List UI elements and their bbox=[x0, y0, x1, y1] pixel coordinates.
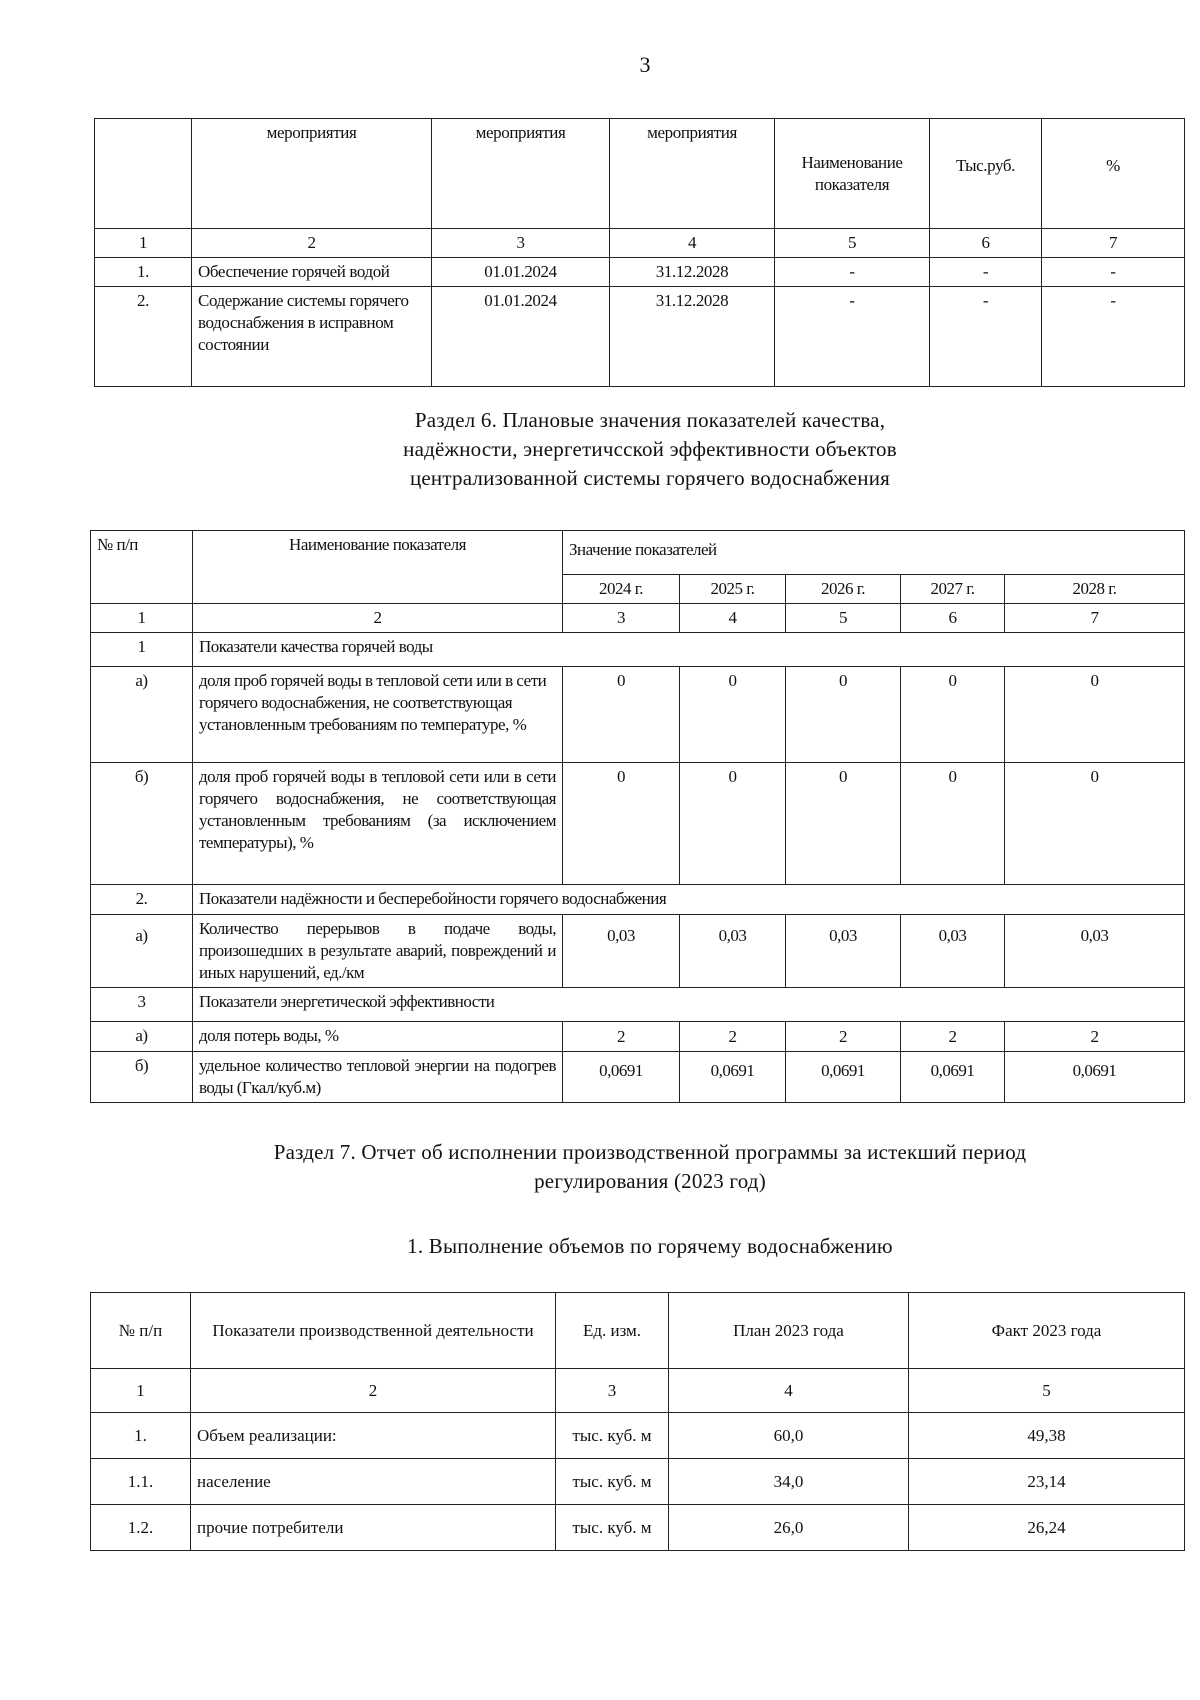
page-number: 3 bbox=[639, 52, 651, 77]
plan-cell: 60,0 bbox=[669, 1413, 909, 1459]
row-number: а) bbox=[91, 915, 193, 988]
table-row bbox=[91, 1505, 1185, 1551]
indicator-name: доля проб горячей воды в тепловой сети или в сети горячего водоснабжения, не соответствующая установленным требованиям (за исключением температуры), % bbox=[193, 763, 563, 885]
end-date: 31.12.2028 bbox=[610, 258, 775, 287]
cell-value: - bbox=[930, 287, 1042, 387]
group-title: Показатели энергетической эффективности bbox=[193, 988, 1185, 1022]
group-row bbox=[91, 633, 1185, 667]
header-cell: Показатели производственной деятельности bbox=[191, 1293, 556, 1369]
year-cell: 2025 г. bbox=[680, 575, 786, 604]
value-cell: 0 bbox=[680, 667, 786, 763]
column-number: 2 bbox=[193, 604, 563, 633]
unit-cell: тыс. куб. м bbox=[556, 1413, 669, 1459]
group-title: Показатели надёжности и бесперебойности горячего водоснабжения bbox=[193, 885, 1185, 915]
year-cell: 2028 г. bbox=[1005, 575, 1185, 604]
group-number: 2. bbox=[91, 885, 193, 915]
value-cell: 2 bbox=[680, 1022, 786, 1052]
fact-cell: 23,14 bbox=[909, 1459, 1185, 1505]
indicator-name: доля потерь воды, % bbox=[193, 1022, 563, 1052]
table-row bbox=[91, 1459, 1185, 1505]
header-cell: План 2023 года bbox=[669, 1293, 909, 1369]
table-row bbox=[91, 1413, 1185, 1459]
value-cell: 2 bbox=[563, 1022, 680, 1052]
fact-cell: 49,38 bbox=[909, 1413, 1185, 1459]
value-cell: 0 bbox=[563, 667, 680, 763]
column-number: 1 bbox=[95, 229, 192, 258]
column-numbers-row bbox=[95, 229, 1185, 258]
value-cell: 2 bbox=[786, 1022, 901, 1052]
header-cell: № п/п bbox=[91, 1293, 191, 1369]
indicator-name: доля проб горячей воды в тепловой сети или в сети горячего водоснабжения, не соответствующая установленным требованиям по температуре, % bbox=[193, 667, 563, 763]
indicator-name: население bbox=[191, 1459, 556, 1505]
table-header-row bbox=[91, 1293, 1185, 1369]
measure-name: Содержание системы горячего водоснабжения в исправном состоянии bbox=[192, 287, 432, 387]
value-cell: 0,03 bbox=[680, 915, 786, 988]
row-number: 1.1. bbox=[91, 1459, 191, 1505]
column-number: 3 bbox=[556, 1369, 669, 1413]
value-cell: 0 bbox=[901, 763, 1005, 885]
volumes-table bbox=[90, 1292, 1185, 1551]
value-cell: 0 bbox=[786, 667, 901, 763]
value-cell: 0,03 bbox=[786, 915, 901, 988]
start-date: 01.01.2024 bbox=[432, 287, 610, 387]
year-cell: 2024 г. bbox=[563, 575, 680, 604]
section-7-title bbox=[150, 1138, 1150, 1196]
unit-cell: тыс. куб. м bbox=[556, 1459, 669, 1505]
value-cell: 0 bbox=[563, 763, 680, 885]
column-number: 1 bbox=[91, 1369, 191, 1413]
table-row bbox=[91, 763, 1185, 885]
table-row bbox=[95, 287, 1185, 387]
measures-table bbox=[94, 118, 1185, 387]
group-row bbox=[91, 988, 1185, 1022]
value-cell: 0 bbox=[1005, 763, 1185, 885]
header-num: № п/п bbox=[91, 531, 193, 604]
header-cell: % bbox=[1042, 119, 1185, 229]
group-title: Показатели качества горячей воды bbox=[193, 633, 1185, 667]
table-row bbox=[91, 915, 1185, 988]
header-cell bbox=[95, 119, 192, 229]
value-cell: 0,03 bbox=[563, 915, 680, 988]
column-number: 7 bbox=[1042, 229, 1185, 258]
header-cell: мероприятия bbox=[610, 119, 775, 229]
section-6-title-line: централизованной системы горячего водоснабжения bbox=[409, 466, 891, 490]
table-row bbox=[91, 667, 1185, 763]
column-number: 3 bbox=[432, 229, 610, 258]
column-number: 5 bbox=[775, 229, 930, 258]
column-number: 5 bbox=[786, 604, 901, 633]
section-7-subtitle: 1. Выполнение объемов по горячему водоснабжению bbox=[407, 1234, 893, 1258]
header-values: Значение показателей bbox=[563, 531, 1185, 575]
row-number: 1.2. bbox=[91, 1505, 191, 1551]
group-number: 3 bbox=[91, 988, 193, 1022]
header-cell: мероприятия bbox=[432, 119, 610, 229]
column-numbers-row bbox=[91, 1369, 1185, 1413]
section-6-title bbox=[300, 406, 1000, 493]
column-numbers-row bbox=[91, 604, 1185, 633]
column-number: 7 bbox=[1005, 604, 1185, 633]
header-cell: Ед. изм. bbox=[556, 1293, 669, 1369]
table-header-row bbox=[95, 119, 1185, 229]
column-number: 1 bbox=[91, 604, 193, 633]
value-cell: 2 bbox=[1005, 1022, 1185, 1052]
section-7-title-line: регулирования (2023 год) bbox=[534, 1169, 766, 1193]
row-number: 1. bbox=[95, 258, 192, 287]
row-number: б) bbox=[91, 1052, 193, 1103]
indicator-name: Количество перерывов в подаче воды, произошедших в результате аварий, повреждений и иных нарушений, ед./км bbox=[193, 915, 563, 988]
indicators-table bbox=[90, 530, 1185, 1103]
value-cell: 0,03 bbox=[1005, 915, 1185, 988]
cell-value: - bbox=[930, 258, 1042, 287]
value-cell: 0,03 bbox=[901, 915, 1005, 988]
header-cell: Тыс.руб. bbox=[930, 119, 1042, 229]
value-cell: 0,0691 bbox=[786, 1052, 901, 1103]
column-number: 4 bbox=[610, 229, 775, 258]
value-cell: 0,0691 bbox=[1005, 1052, 1185, 1103]
header-cell: Факт 2023 года bbox=[909, 1293, 1185, 1369]
cell-value: - bbox=[1042, 258, 1185, 287]
end-date: 31.12.2028 bbox=[610, 287, 775, 387]
fact-cell: 26,24 bbox=[909, 1505, 1185, 1551]
plan-cell: 26,0 bbox=[669, 1505, 909, 1551]
table-header-row bbox=[91, 531, 1185, 575]
indicator-name: Объем реализации: bbox=[191, 1413, 556, 1459]
column-number: 6 bbox=[901, 604, 1005, 633]
value-cell: 0,0691 bbox=[563, 1052, 680, 1103]
value-cell: 0,0691 bbox=[680, 1052, 786, 1103]
year-cell: 2026 г. bbox=[786, 575, 901, 604]
table-row bbox=[91, 1052, 1185, 1103]
header-cell: мероприятия bbox=[192, 119, 432, 229]
value-cell: 0 bbox=[901, 667, 1005, 763]
header-cell: Наименование показателя bbox=[775, 119, 930, 229]
start-date: 01.01.2024 bbox=[432, 258, 610, 287]
row-number: б) bbox=[91, 763, 193, 885]
column-number: 2 bbox=[191, 1369, 556, 1413]
row-number: а) bbox=[91, 1022, 193, 1052]
cell-value: - bbox=[1042, 287, 1185, 387]
column-number: 2 bbox=[192, 229, 432, 258]
table-row bbox=[91, 1022, 1185, 1052]
header-name: Наименование показателя bbox=[193, 531, 563, 604]
unit-cell: тыс. куб. м bbox=[556, 1505, 669, 1551]
indicator-name: прочие потребители bbox=[191, 1505, 556, 1551]
value-cell: 2 bbox=[901, 1022, 1005, 1052]
row-number: а) bbox=[91, 667, 193, 763]
row-number: 2. bbox=[95, 287, 192, 387]
cell-value: - bbox=[775, 287, 930, 387]
measure-name: Обеспечение горячей водой bbox=[192, 258, 432, 287]
column-number: 5 bbox=[909, 1369, 1185, 1413]
table-row bbox=[95, 258, 1185, 287]
column-number: 3 bbox=[563, 604, 680, 633]
value-cell: 0 bbox=[786, 763, 901, 885]
group-number: 1 bbox=[91, 633, 193, 667]
value-cell: 0 bbox=[680, 763, 786, 885]
row-number: 1. bbox=[91, 1413, 191, 1459]
cell-value: - bbox=[775, 258, 930, 287]
column-number: 6 bbox=[930, 229, 1042, 258]
value-cell: 0,0691 bbox=[901, 1052, 1005, 1103]
section-6-title-line: надёжности, энергетичсской эффективности объектов bbox=[403, 437, 897, 461]
indicator-name: удельное количество тепловой энергии на подогрев воды (Гкал/куб.м) bbox=[193, 1052, 563, 1103]
group-row bbox=[91, 885, 1185, 915]
section-6-title-line: Раздел 6. Плановые значения показателей качества, bbox=[414, 408, 886, 432]
column-number: 4 bbox=[669, 1369, 909, 1413]
value-cell: 0 bbox=[1005, 667, 1185, 763]
column-number: 4 bbox=[680, 604, 786, 633]
year-cell: 2027 г. bbox=[901, 575, 1005, 604]
section-7-title-line: Раздел 7. Отчет об исполнении производственной программы за истекший период bbox=[273, 1140, 1027, 1164]
plan-cell: 34,0 bbox=[669, 1459, 909, 1505]
